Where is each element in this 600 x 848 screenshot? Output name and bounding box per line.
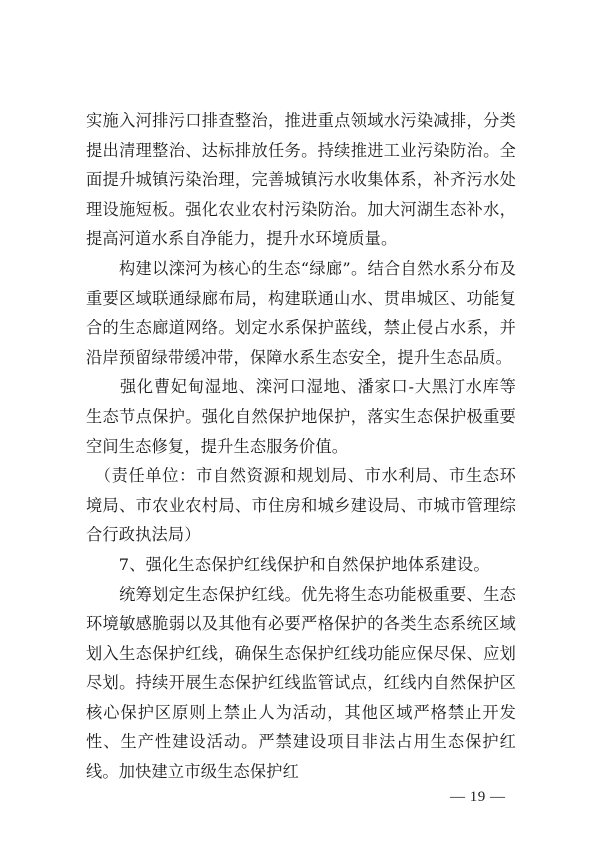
paragraph-red-line: 统筹划定生态保护红线。优先将生态功能极重要、生态环境敏感脆弱以及其他有必要严格保护的各类生态系统区域划入生态保护红线，确保生态保护红线功能应保尽保、应划尽划。持续开展生态保护红线监管试点，红线内自然保护区核心保护区原则上禁止人为活动，其他区域严格禁止开发性、生产性建设活动。严禁建设项目非法占用生态保护红线。加快建立市级生态保护红: [86, 584, 516, 782]
paragraph-green-corridor: 构建以滦河为核心的生态“绿廊”。结合自然水系分布及重要区域联通绿廊布局，构建联通山水、贯串城区、功能复合的生态廊道网络。划定水系保护蓝线，禁止侵占水系，并沿岸预留绿带缓冲带，保障水系生态安全，提升生态品质。: [86, 258, 516, 367]
page-number: — 19 —: [450, 789, 506, 805]
section-heading-7: 7、强化生态保护红线保护和自然保护地体系建设。: [86, 554, 490, 574]
paragraph-water-pollution: 实施入河排污口排查整治，推进重点领域水污染减排，分类提出清理整治、达标排放任务。持续推进工业污染防治。全面提升城镇污染治理，完善城镇污水收集体系，补齐污水处理设施短板。强化农业农村污染防治。加大河湖生态补水，提高河道水系自净能力，提升水环境质量。: [86, 111, 516, 249]
body-text: [86, 106, 516, 787]
paragraph-wetland-protection: 强化曹妃甸湿地、滦河口湿地、潘家口-大黑汀水库等生态节点保护。强化自然保护地保护，落实生态保护极重要空间生态修复，提升生态服务价值。: [86, 377, 516, 456]
paragraph-responsible-units: （责任单位：市自然资源和规划局、市水利局、市生态环境局、市农业农村局、市住房和城乡建设局、市城市管理综合行政执法局）: [86, 466, 516, 545]
